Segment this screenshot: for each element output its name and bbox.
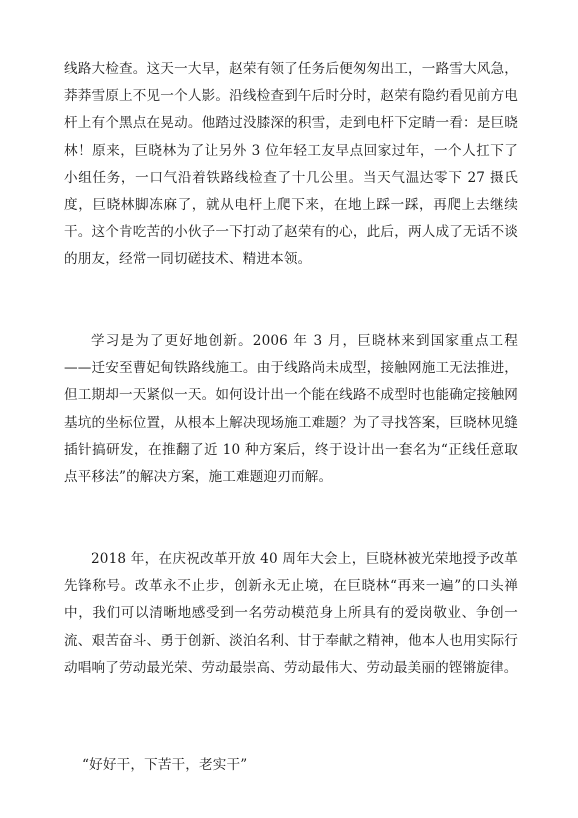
paragraph-3: 2018 年，在庆祝改革开放 40 周年大会上，巨晓林被光荣地授予改革先锋称号。改革永不止步，创新永无止境，在巨晓林“再来一遍”的口头禅中，我们可以清晰地感受到一名劳动模范身上所具有的爱岗敬业、争创一流、艰苦奋斗、勇于创新、淡泊名利、甘于奉献之精神，他本人也用实际行动唱响了劳动最光荣、劳动最崇高、劳动最伟大、劳动最美丽的铿锵旋律。 <box>64 551 518 676</box>
paragraph-1: 线路大检查。这天一大早，赵荣有领了任务后便匆匆出工，一路雪大风急，莽莽雪原上不见一个人影。沿线检查到午后时分时，赵荣有隐约看见前方电杆上有个黑点在晃动。他踏过没膝深的积雪，走到电杆下定睛一看：是巨晓林！原来，巨晓林为了让另外 3 位年轻工友早点回家过年，一个人扛下了小组任务，一口气沿着铁路线检查了十几公里。当天气温达零下 27 摄氏度，巨晓林脚冻麻了，就从电杆上爬下来，在地上踩一踩，再爬上去继续干。这个肯吃苦的小伙子一下打动了赵荣有的心，此后，两人成了无话不谈的朋友，经常一同切磋技术、精进本领。 <box>64 61 518 268</box>
paragraph-2: 学习是为了更好地创新。2006 年 3 月，巨晓林来到国家重点工程——迁安至曹妃甸铁路线施工。由于线路尚未成型，接触网施工无法推进，但工期却一天紧似一天。如何设计出一个能在线路不成型时也能确定接触网基坑的坐标位置，从根本上解决现场施工难题？为了寻找答案，巨晓林见缝插针搞研发，在推翻了近 10 种方案后，终于设计出一套名为“正线任意取点平移法”的解决方案，施工难题迎刃而解。 <box>64 333 518 486</box>
section-heading: “好好干，下苦干，老实干” <box>82 757 248 773</box>
